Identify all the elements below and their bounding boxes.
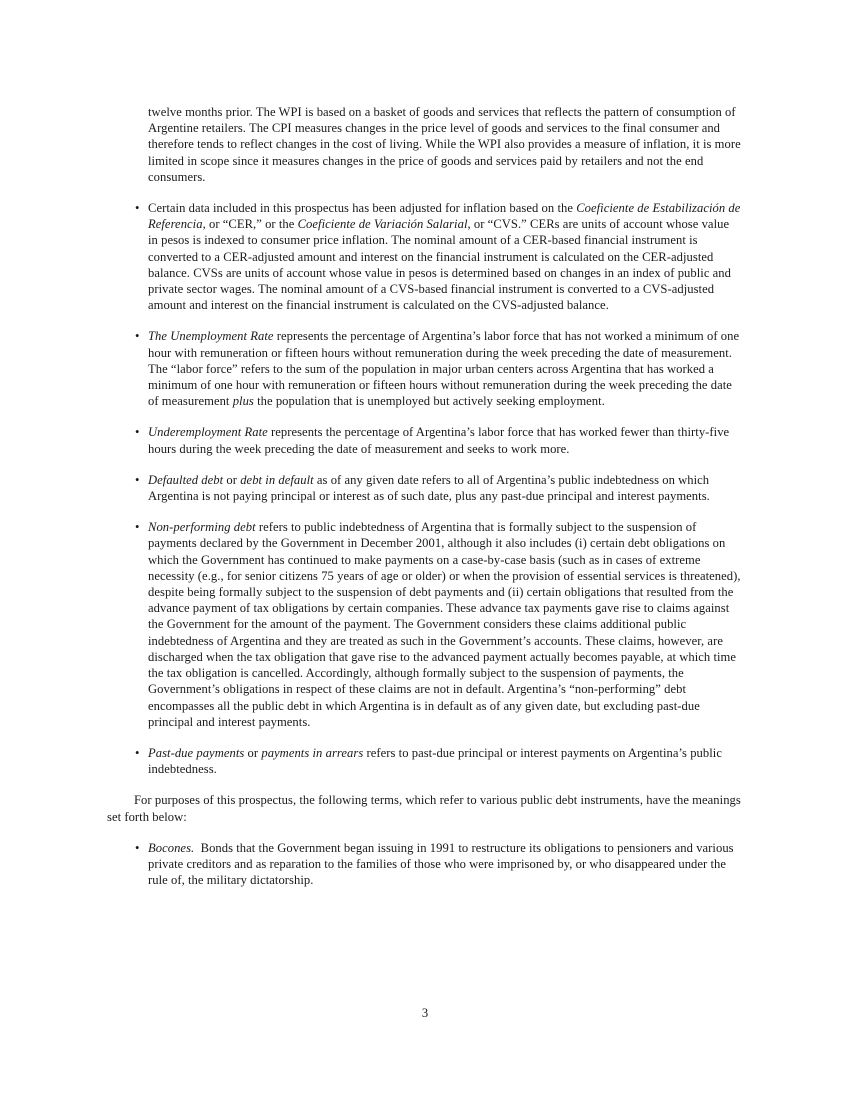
term-italic: The Unemployment Rate <box>148 329 274 344</box>
page-number: 3 <box>421 1006 429 1020</box>
definition-text: , or “CVS.” CERs are units of account whose value in pesos is indexed to consumer price inflation. The nominal amount of a CER-based financial instrument is converted to a CER-adjusted amount and interest on the financial instrument is calculated on the CER-adjusted balance. CVSs are units of account whose value in pesos is determined based on changes in an index of public and private sector wages. The nominal amount of a CVS-based financial instrument is converted to a CVS-adjusted amount and interest on the financial instrument is calculated on the CVS-adjusted balance. <box>148 217 732 313</box>
term-italic: payments in arrears <box>261 745 364 760</box>
definition-text: the population that is unemployed but actively seeking employment. <box>253 394 605 409</box>
emphasis-italic: plus <box>232 394 254 409</box>
instruments-intro-paragraph: For purposes of this prospectus, the following terms, which refer to various public debt instruments, have the meanings set forth below: <box>107 793 741 824</box>
definition-underemployment-rate <box>135 424 742 456</box>
term-italic: Non-performing debt <box>148 520 256 535</box>
bullet-icon: • <box>135 201 140 216</box>
definition-text: represents the percentage of Argentina’s labor force that has worked fewer than thirty-five hours during the week preceding the date of measurement and seeks to work more. <box>148 425 730 456</box>
term-italic: Coeficiente de Variación Salarial <box>297 217 468 232</box>
definition-text: , or “CER,” or the <box>202 217 298 232</box>
definition-text: Bonds that the Government began issuing in 1991 to restructure its obligations to pensioners and various private creditors and as reparation to the families of those who were imprisoned by, or who disappeared under the rule of, the military dictatorship. <box>148 840 737 888</box>
term-italic: Defaulted debt <box>148 472 224 487</box>
definition-text: refers to past-due principal or interest payments on Argentina’s public indebtedness. <box>148 745 722 777</box>
bullet-icon: • <box>135 745 140 760</box>
bullet-icon: • <box>135 472 140 487</box>
definition-cer-cvs <box>135 200 742 313</box>
bullet-icon: • <box>135 840 140 855</box>
definition-text: or <box>244 745 262 760</box>
definition-unemployment-rate <box>135 328 742 409</box>
definition-text: refers to public indebtedness of Argentina that is formally subject to the suspension of payments declared by the Government in December 2001, although it also includes (i) certain debt obligations on which the Government has continued to make payments on a case-by-case basis (such as in cases of extreme necessity (e.g., for senior citizens 75 years of age or older) or when the provision of essential services is threatened), despite being formally subject to the suspension of debt payments and (ii) certain obligations that resulted from the advance payment of tax obligations by certain companies. These advance tax payments gave rise to claims against the Government for the amount of the payment. The Government considers these claims additional public indebtedness of Argentina and they are treated as such in the Government’s accounts. These claims, however, are discharged when the tax obligation that gave rise to the advanced payment actually becomes payable, at which time the tax obligation is cancelled. Accordingly, although formally subject to the suspension of payments, the Government’s obligations in respect of these claims are not in default. Argentina’s “non-performing” debt encompasses all the public debt in which Argentina is in default as of any given date, but excluding past-due principal and interest payments. <box>148 520 741 729</box>
page-body <box>107 104 742 903</box>
term-italic: debt in default <box>240 472 314 487</box>
term-italic: Coeficiente de Estabilización de Referencia <box>148 201 741 232</box>
term-italic: Bocones. <box>148 840 195 855</box>
definition-defaulted-debt <box>135 472 742 504</box>
definition-text: as of any given date refers to all of Argentina’s public indebtedness on which Argentina is not paying principal or interest as of such date, plus any past-due principal and interest payments. <box>148 472 710 504</box>
definition-text: represents the percentage of Argentina’s labor force that has not worked a minimum of one hour with remuneration or fifteen hours without remuneration during the week preceding the date of measurement. The “labor force” refers to the sum of the population in major urban centers across Argentina that has worked a minimum of one hour with remuneration or fifteen hours without remuneration during the week preceding the date of measurement <box>148 329 740 409</box>
continued-paragraph-wpi-cpi: twelve months prior. The WPI is based on a basket of goods and services that reflects the pattern of consumption of Argentine retailers. The CPI measures changes in the price level of goods and services to the final consumer and therefore tends to reflect changes in the cost of living. While the WPI also provides a measure of inflation, it is more limited in scope since it measures changes in the price of goods and services paid by retailers and not the end consumers. <box>148 105 741 184</box>
term-italic: Underemployment Rate <box>148 425 268 440</box>
definition-past-due-payments <box>135 745 742 777</box>
bullet-icon: • <box>135 520 140 535</box>
bullet-icon: • <box>135 329 140 344</box>
term-italic: Past-due payments <box>148 745 245 760</box>
definition-non-performing-debt <box>135 519 742 730</box>
bullet-icon: • <box>135 425 140 440</box>
definition-text: or <box>223 472 241 487</box>
definition-bocones <box>135 840 742 889</box>
definition-text: Certain data included in this prospectus has been adjusted for inflation based on the <box>148 201 577 216</box>
